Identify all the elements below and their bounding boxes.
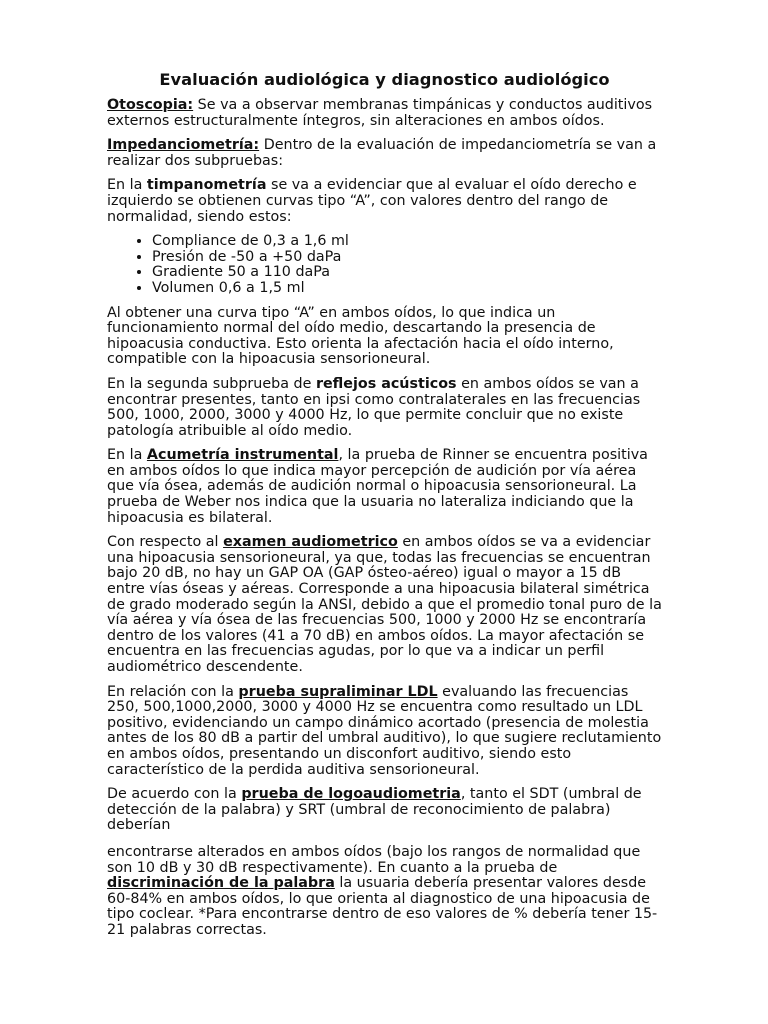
text-reflejos-pre: En la segunda subprueba de bbox=[107, 375, 316, 392]
heading-impedanciometria: Impedanciometría: bbox=[107, 137, 260, 154]
text-logo-post: , tanto el SDT (umbral de detección de la palabra) y SRT (umbral de reconocimiento de palabra) deberían bbox=[107, 786, 642, 834]
term-timpanometria: timpanometría bbox=[146, 177, 267, 194]
term-reflejos: reflejos acústicos bbox=[315, 375, 457, 392]
text-logo-pre: De acuerdo con la bbox=[107, 786, 242, 803]
heading-acumetria: Acumetría instrumental bbox=[146, 447, 339, 464]
heading-ldl: prueba supraliminar LDL bbox=[238, 683, 438, 700]
text-timpanometria-post: se va a evidenciar que al evaluar el oído derecho e izquierdo se obtienen curvas tipo “A”, con valores dentro del rango de normalidad, siendo estos: bbox=[107, 177, 637, 225]
text-final-pre: encontrarse alterados en ambos oídos (bajo los rangos de normalidad que son 10 dB y 30 dB respectivamente). En cuanto a la prueba de bbox=[107, 843, 641, 876]
text-acumetria-post: , la prueba de Rinner se encuentra positiva en ambos oídos lo que indica mayor percepción de audición por vía aérea que vía ósea, además de audición normal o hipoacusia sensorioneural. La prueba de Weber nos indica que la usuaria no lateraliza indiciando que la hipoacusia es bilateral. bbox=[107, 447, 648, 526]
paragraph-audiometrico bbox=[107, 535, 662, 675]
list-item: • Compliance de 0,3 a 1,6 ml bbox=[152, 234, 662, 250]
heading-logoaudiometria: prueba de logoaudiometria bbox=[241, 786, 461, 803]
document-page bbox=[107, 70, 662, 948]
paragraph-otoscopia bbox=[107, 98, 662, 129]
normal-values-list bbox=[107, 234, 662, 296]
paragraph-timpanometria bbox=[107, 178, 662, 225]
paragraph-curva: Al obtener una curva tipo “A” en ambos oídos, lo que indica un funcionamiento normal del oído medio, descartando la presencia de hipoacusia conductiva. Esto orienta la afectación hacia el oído interno, compatible con la hipoacusia sensorioneural. bbox=[107, 304, 614, 368]
paragraph-reflejos bbox=[107, 377, 662, 439]
heading-otoscopia: Otoscopia: bbox=[107, 97, 194, 113]
text-impedanciometria: Dentro de la evaluación de impedanciometría se van a realizar dos subpruebas: bbox=[107, 137, 657, 169]
list-item: • Volumen 0,6 a 1,5 ml bbox=[152, 281, 662, 297]
paragraph-impedanciometria bbox=[107, 138, 662, 169]
heading-audiometrico: examen audiometrico bbox=[223, 534, 398, 551]
text-timpanometria-pre: En la bbox=[107, 177, 147, 194]
text-ldl-post: evaluando las frecuencias 250, 500,1000,2000, 3000 y 4000 Hz se encuentra como resultado un LDL positivo, evidenciando un campo dinámico acortado (presencia de molestia antes de los 80 dB a partir del umbral auditivo), lo que sugiere reclutamiento en ambos oídos, presentando un disconfort auditivo, siendo esto característico de la perdida auditiva sensorioneural. bbox=[107, 683, 662, 778]
text-audiometrico-post: en ambos oídos se va a evidenciar una hipoacusia sensorioneural, ya que, todas las frecuencias se encuentran bajo 20 dB, no hay un GAP OA (GAP ósteo-aéreo) igual o mayor a 15 dB entre vías óseas y aéreas. Corresponde a una hipoacusia bilateral simétrica de grado moderado según la ANSI, debido a que el promedio tonal puro de la vía aérea y vía ósea de las frecuencias 500, 1000 y 2000 Hz se encontraría dentro de los valores (41 a 70 dB) en ambos oídos. La mayor afectación se encuentra en las frecuencias agudas, por lo que va a indicar un perfil audiométrico descendente. bbox=[107, 534, 662, 675]
heading-discriminacion: discriminación de la palabra bbox=[107, 875, 335, 892]
text-acumetria-pre: En la bbox=[107, 447, 147, 464]
paragraph-acumetria bbox=[107, 448, 662, 526]
text-reflejos-post: en ambos oídos se van a encontrar presentes, tanto en ipsi como contralaterales en las frecuencias 500, 1000, 2000, 3000 y 4000 Hz, lo que permite concluir que no existe patología atribuible al oído medio. bbox=[107, 375, 641, 439]
text-otoscopia: Se va a observar membranas timpánicas y conductos auditivos externos estructuralmente íntegros, sin alteraciones en ambos oídos. bbox=[107, 97, 653, 129]
text-ldl-pre: En relación con la bbox=[107, 683, 239, 700]
paragraph-logoaudiometria bbox=[107, 787, 662, 834]
paragraph-ldl bbox=[107, 685, 662, 779]
paragraph-discriminacion bbox=[107, 845, 662, 939]
text-final-post: la usuaria debería presentar valores desde 60-84% en ambos oídos, lo que orienta al diagnostico de una hipoacusia de tipo coclear. *Para encontrarse dentro de eso valores de % debería tener 15-21 palabras correctas. bbox=[107, 875, 658, 938]
document-title: Evaluación audiológica y diagnostico audiológico bbox=[159, 70, 610, 89]
text-audiometrico-pre: Con respecto al bbox=[107, 534, 224, 551]
list-item: • Presión de -50 a +50 daPa bbox=[152, 250, 662, 266]
list-item: • Gradiente 50 a 110 daPa bbox=[152, 265, 662, 281]
